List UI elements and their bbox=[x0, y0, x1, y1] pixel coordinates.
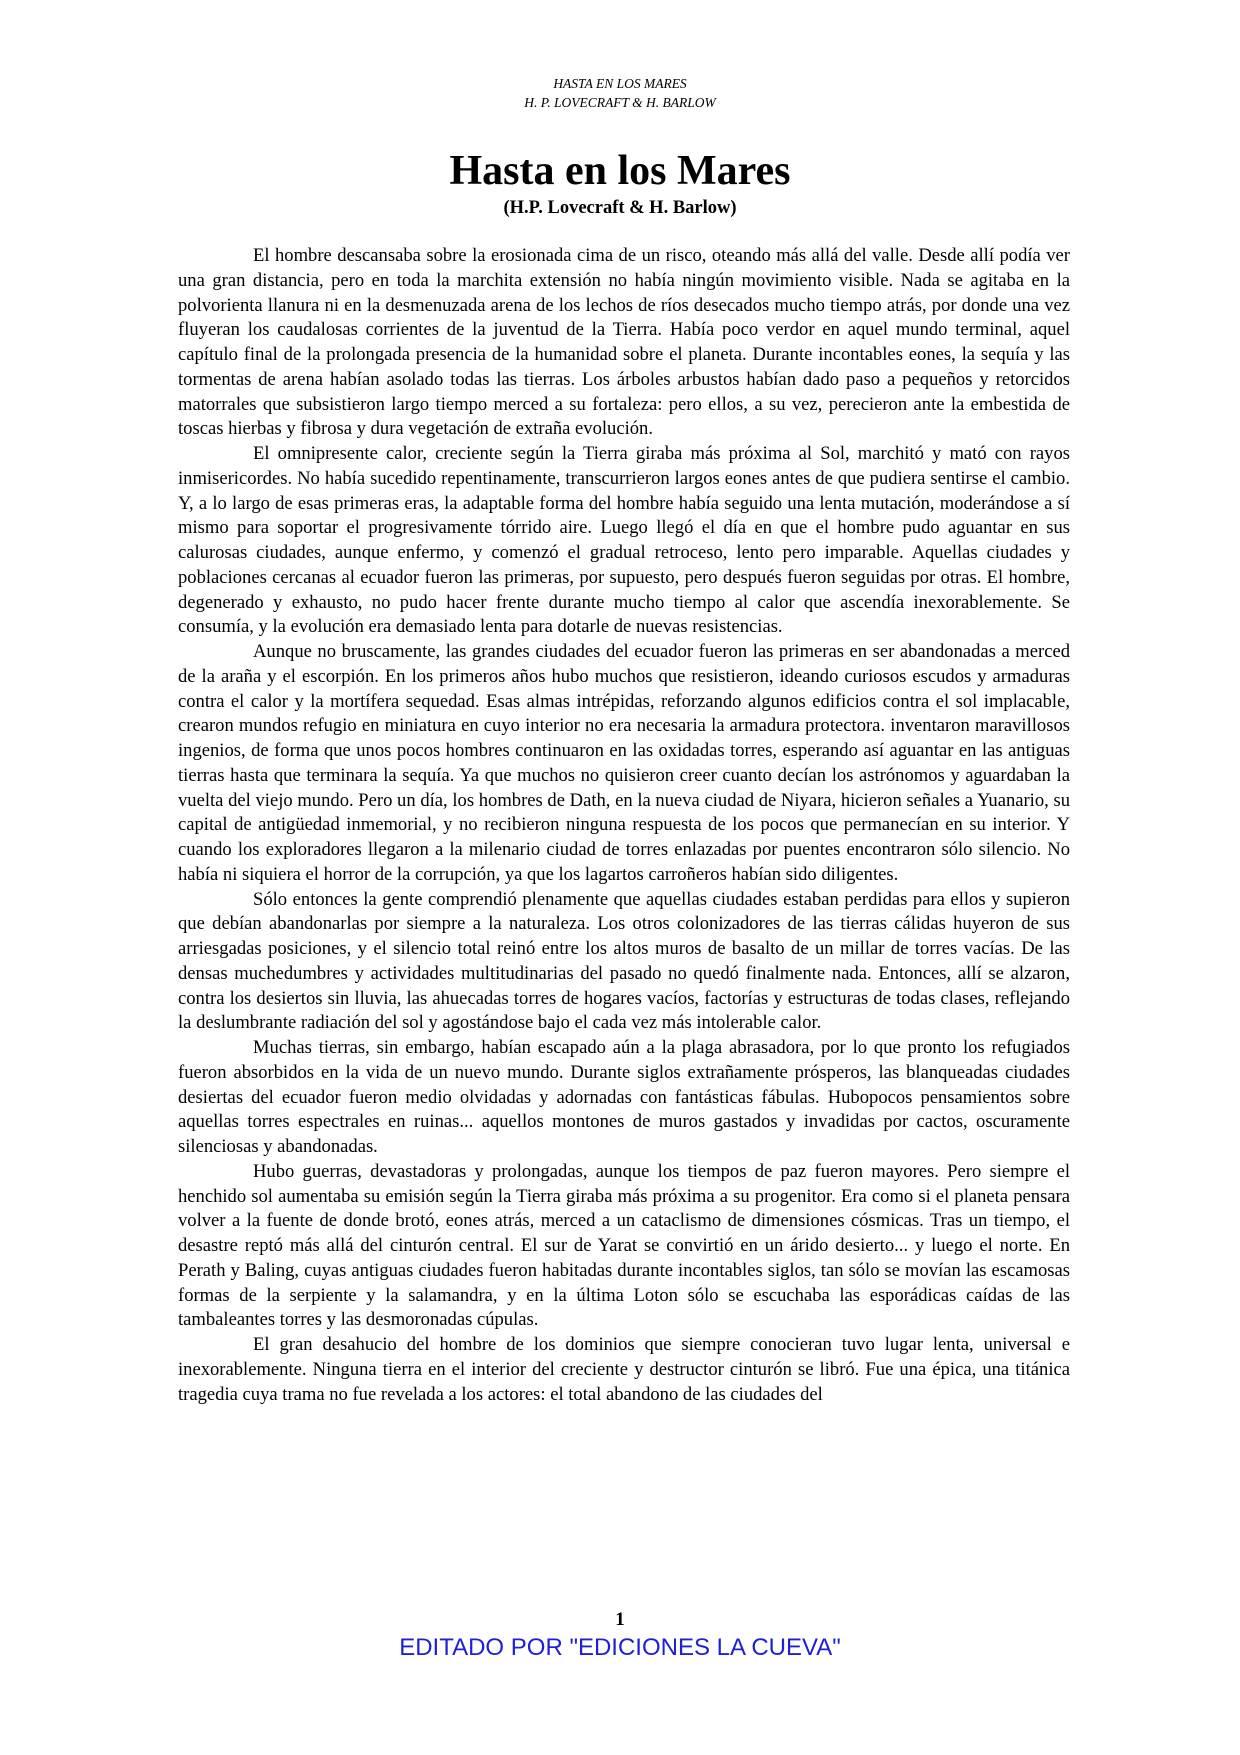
running-header-authors: H. P. LOVECRAFT & H. BARLOW bbox=[524, 95, 716, 110]
paragraph: El hombre descansaba sobre la erosionada cima de un risco, oteando más allá del valle. Desde allí podía ver una gran distancia, pero en toda la marchita extensión no había ningún movimiento visible. Nada se agitaba en la polvorienta llanura ni en la desmenuzada arena de los lechos de ríos desecados mucho tiempo atrás, por donde una vez fluyeran los caudalosas corrientes de la juventud de la Tierra. Había poco verdor en aquel mundo terminal, aquel capítulo final de la prolongada presencia de la humanidad sobre el planeta. Durante incontables eones, la sequía y las tormentas de arena habían asolado todas las tierras. Los árboles arbustos habían dado paso a pequeños y retorcidos matorrales que subsistieron largo tiempo merced a su fortaleza: pero ellos, a su vez, perecieron ante la embestida de toscas hierbas y fibrosa y dura vegetación de extraña evolución. bbox=[178, 245, 1070, 440]
paragraph: El gran desahucio del hombre de los dominios que siempre conocieran tuvo lugar lenta, universal e inexorablemente. Ninguna tierra en el interior del creciente y destructor cinturón se libró. Fue una épica, una titánica tragedia cuya trama no fue revelada a los actores: el total abandono de las ciudades del bbox=[178, 1334, 1070, 1405]
running-header bbox=[0, 74, 1240, 112]
paragraph: Aunque no bruscamente, las grandes ciudades del ecuador fueron las primeras en ser abandonadas a merced de la araña y el escorpión. En los primeros años hubo muchos que resistieron, ideando curiosos escudos y armaduras contra el calor y la mortífera sequedad. Esas almas intrépidas, reforzando algunos edificios contra el sol implacable, crearon mundos refugio en miniatura en cuyo interior no era necesaria la armadura protectora. inventaron maravillosos ingenios, de forma que unos pocos hombres continuaron en las oxidadas torres, esperando así aguantar en las antiguas tierras hasta que terminara la sequía. Ya que muchos no quisieron creer cuanto decían los astrónomos y aguardaban la vuelta del viejo mundo. Pero un día, los hombres de Dath, en la nueva ciudad de Niyara, hicieron señales a Yuanario, su capital de antigüedad inmemorial, y no recibieron ninguna respuesta de los pocos que permanecían en su interior. Y cuando los exploradores llegaron a la milenario ciudad de torres enlazadas por puentes encontraron sólo silencio. No había ni siquiera el horror de la corrupción, ya que los lagartos carroñeros habían sido diligentes. bbox=[178, 641, 1070, 885]
page-number: 1 bbox=[615, 1609, 625, 1630]
paragraph: Muchas tierras, sin embargo, habían escapado aún a la plaga abrasadora, por lo que pronto los refugiados fueron absorbidos en la vida de un nuevo mundo. Durante siglos extrañamente prósperos, las blanqueadas ciudades desiertas del ecuador fueron medio olvidadas y adornadas con fantásticas fábulas. Hubopocos pensamientos sobre aquellas torres espectrales en ruinas... aquellos montones de muros gastados y invadidas por cactos, oscuramente silenciosas y abandonadas. bbox=[178, 1037, 1070, 1157]
publisher-credit: EDITADO POR "EDICIONES LA CUEVA" bbox=[399, 1634, 841, 1661]
running-header-title: HASTA EN LOS MARES bbox=[553, 76, 687, 91]
paragraph: Hubo guerras, devastadoras y prolongadas, aunque los tiempos de paz fueron mayores. Pero siempre el henchido sol aumentaba su emisión según la Tierra giraba más próxima a su progenitor. Era como si el planeta pensara volver a la fuente de donde brotó, eones atrás, merced a un cataclismo de dimensiones cósmicas. Tras un tiempo, el desastre reptó más allá del cinturón central. El sur de Yarat se convirtió en un árido desierto... y luego el norte. En Perath y Baling, cuyas antiguas ciudades fueron habitadas durante incontables siglos, tan sólo se movían las escamosas formas de la serpiente y la salamandra, y en la última Loton sólo se escuchaba las esporádicas caídas de las tambaleantes torres y las desmoronadas cúpulas. bbox=[178, 1160, 1070, 1331]
page-subtitle: (H.P. Lovecraft & H. Barlow) bbox=[503, 198, 737, 218]
page-title: Hasta en los Mares bbox=[449, 148, 791, 194]
paragraph: Sólo entonces la gente comprendió plenamente que aquellas ciudades estaban perdidas para ellos y supieron que debían abandonarlas por siempre a la naturaleza. Los otros colonizadores de las tierras cálidas huyeron de sus arriesgadas posiciones, y el silencio total reinó entre los altos muros de basalto de un millar de torres vacías. De las densas muchedumbres y actividades multitudinarias del pasado no quedó finalmente nada. Entonces, allí se alzaron, contra los desiertos sin lluvia, las ahuecadas torres de hogares vacíos, factorías y estructuras de todas clases, reflejando la deslumbrante radiación del sol y agostándose bajo el cada vez más intolerable calor. bbox=[178, 888, 1070, 1034]
body-text bbox=[178, 244, 1070, 1407]
paragraph: El omnipresente calor, creciente según la Tierra giraba más próxima al Sol, marchitó y mató con rayos inmisericordes. No había sucedido repentinamente, transcurrieron largos eones antes de que pudiera sentirse el cambio. Y, a lo largo de esas primeras eras, la adaptable forma del hombre había seguido una lenta mutación, moderándose a sí mismo para soportar el progresivamente tórrido aire. Luego llegó el día en que el hombre pudo aguantar en sus calurosas ciudades, aunque enfermo, y comenzó el gradual retroceso, lento pero imparable. Aquellas ciudades y poblaciones cercanas al ecuador fueron las primeras, por supuesto, pero después fueron seguidas por otras. El hombre, degenerado y exhausto, no pudo hacer frente durante mucho tiempo al calor que ascendía inexorablemente. Se consumía, y la evolución era demasiado lenta para dotarle de nuevas resistencias. bbox=[178, 443, 1070, 638]
